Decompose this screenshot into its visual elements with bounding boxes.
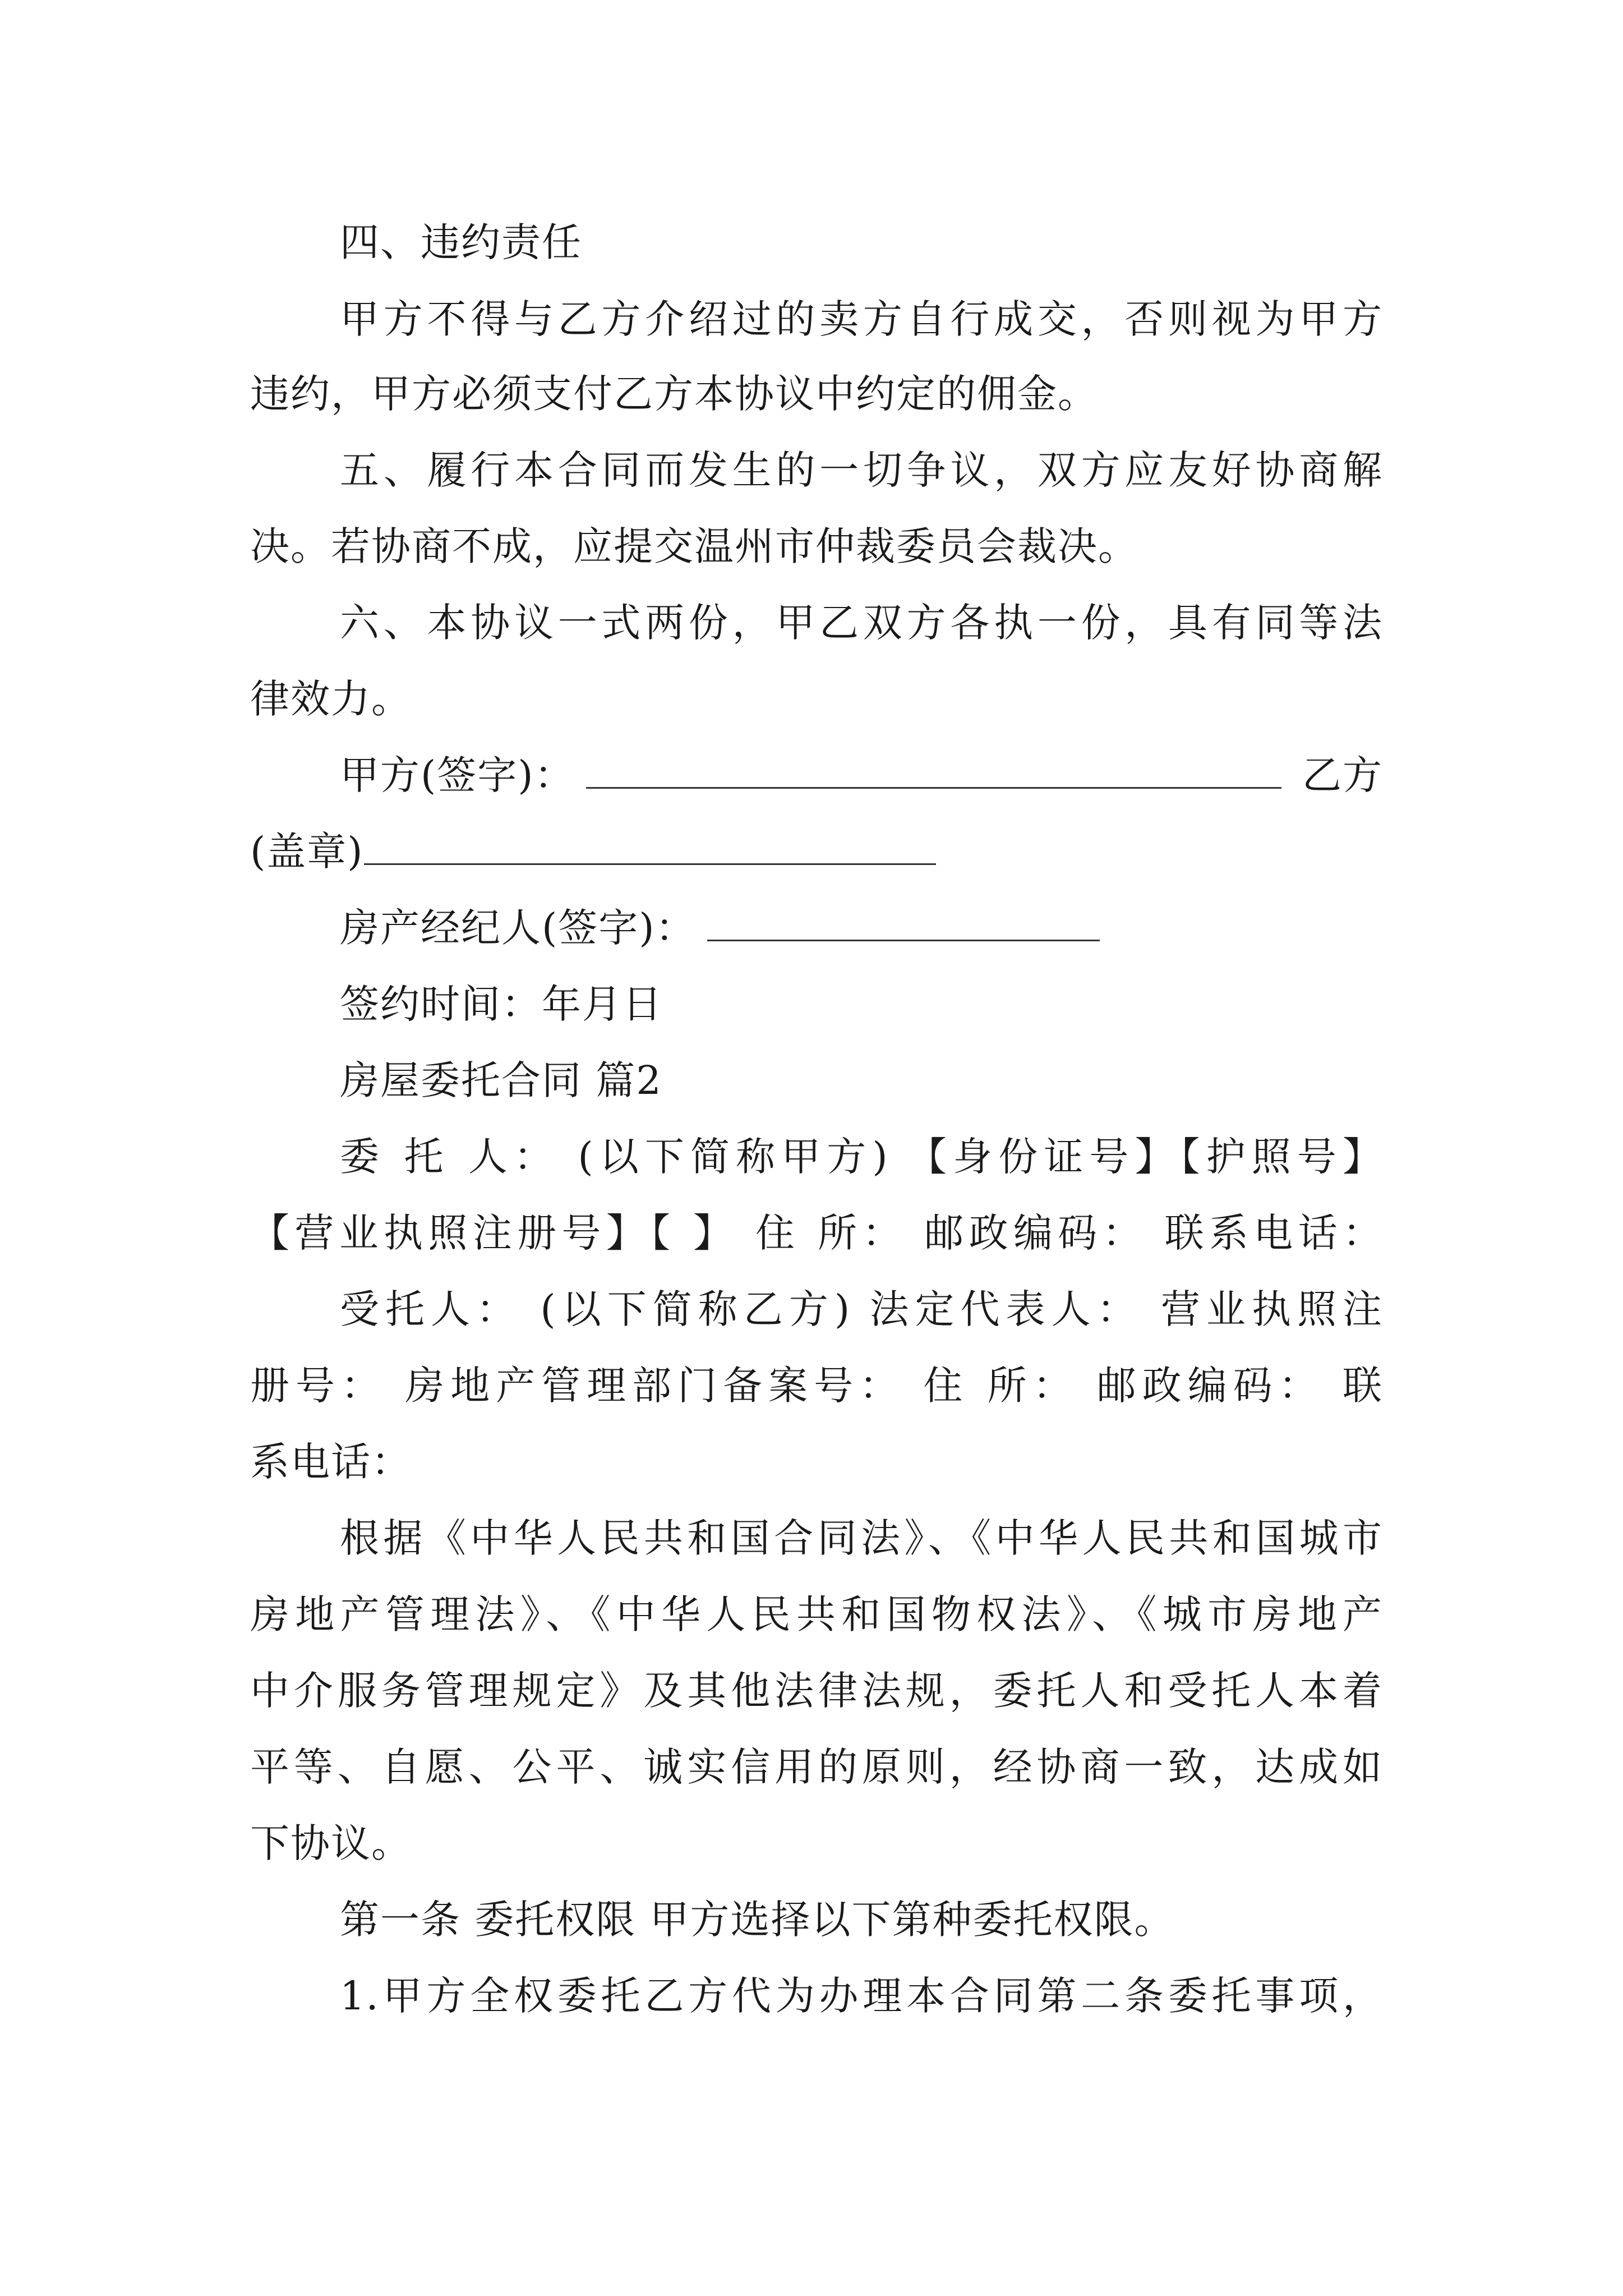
legal-basis-line5: 下协议。 — [250, 1820, 412, 1866]
agent-signature-label: 房产经纪人(签字)： — [340, 905, 696, 951]
party-a-signature-label: 甲方(签字)： — [340, 752, 575, 798]
legal-basis-line1: 根据《中华人民共和国合同法》、《中华人民共和国城市 — [340, 1515, 1383, 1561]
agent-signature-line — [340, 900, 1100, 956]
contract2-title: 房屋委托合同 篇2 — [340, 1057, 662, 1103]
legal-basis-line3: 中介服务管理规定》及其他法律法规，委托人和受托人本着 — [250, 1668, 1383, 1714]
legal-basis-line2: 房地产管理法》、《中华人民共和国物权法》、《城市房地产 — [250, 1591, 1383, 1637]
section6-paragraph-line2: 律效力。 — [250, 676, 412, 722]
section4-heading: 四、违约责任 — [340, 219, 582, 265]
section5-paragraph-line2: 决。若协商不成，应提交温州市仲裁委员会裁决。 — [250, 523, 1138, 569]
section4-paragraph-line1: 甲方不得与乙方介绍过的卖方自行成交，否则视为甲方 — [340, 296, 1383, 342]
party-b-seal-label: (盖章) — [250, 829, 364, 875]
trustee-line1: 受托人： (以下简称乙方) 法定代表人： 营业执照注 — [340, 1286, 1383, 1332]
trustee-line2: 册号： 房地产管理部门备案号： 住 所： 邮政编码： 联 — [250, 1363, 1383, 1409]
party-b-label: 乙方 — [1302, 752, 1383, 798]
agent-signature-blank[interactable] — [707, 905, 1100, 941]
principal-line2: 【营业执照注册号】【 】 住 所： 邮政编码： 联系电话： — [250, 1210, 1383, 1256]
signing-date-line: 签约时间：年月日 — [340, 981, 663, 1027]
section5-paragraph-line1: 五、履行本合同而发生的一切争议，双方应友好协商解 — [340, 447, 1383, 493]
signature-line-party-b-seal — [250, 823, 936, 880]
section4-paragraph-line2: 违约，甲方必须支付乙方本协议中约定的佣金。 — [250, 371, 1098, 417]
legal-basis-line4: 平等、自愿、公平、诚实信用的原则，经协商一致，达成如 — [250, 1744, 1383, 1790]
party-a-signature-blank[interactable] — [586, 752, 1281, 789]
principal-line1: 委 托 人： (以下简称甲方) 【身份证号】【护照号】 — [340, 1134, 1383, 1180]
section6-paragraph-line1: 六、本协议一式两份，甲乙双方各执一份，具有同等法 — [340, 600, 1383, 646]
article1-heading: 第一条 委托权限 甲方选择以下第种委托权限。 — [340, 1897, 1175, 1943]
trustee-line3: 系电话： — [250, 1439, 412, 1485]
article1-item1: 1.甲方全权委托乙方代为办理本合同第二条委托事项， — [340, 1973, 1383, 2019]
signature-line-party-a — [340, 747, 1383, 803]
party-b-seal-blank[interactable] — [364, 829, 936, 865]
